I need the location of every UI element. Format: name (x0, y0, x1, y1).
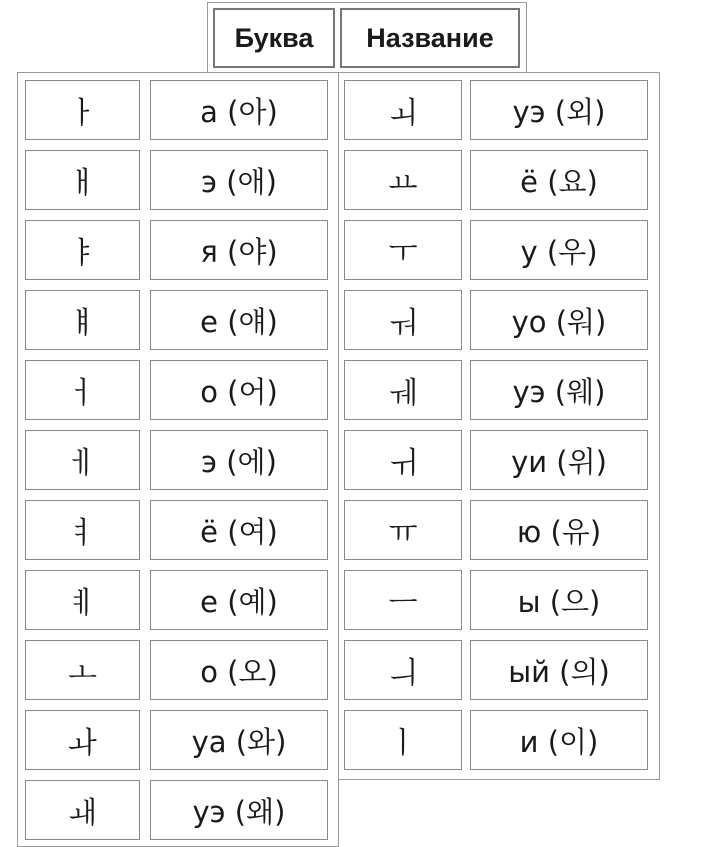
vowel-letter-cell: ㅖ (25, 570, 140, 630)
vowel-letter-cell: ㅚ (344, 80, 462, 140)
vowel-name-cell: и (이) (470, 710, 648, 770)
vowel-name-cell: уо (워) (470, 290, 648, 350)
vowel-name-cell: а (아) (150, 80, 328, 140)
vowel-letter-cell: ㅡ (344, 570, 462, 630)
vowel-name-cell: ый (의) (470, 640, 648, 700)
vowel-letter-cell: ㅑ (25, 220, 140, 280)
vowel-name-cell: ы (으) (470, 570, 648, 630)
header-letter: Буква (213, 8, 335, 68)
vowel-name-cell: я (야) (150, 220, 328, 280)
vowel-letter-cell: ㅔ (25, 430, 140, 490)
vowel-name-cell: ё (여) (150, 500, 328, 560)
vowel-name-cell: уэ (웨) (470, 360, 648, 420)
vowel-letter-cell: ㅝ (344, 290, 462, 350)
vowel-name-cell: э (에) (150, 430, 328, 490)
vowel-name-cell: ю (유) (470, 500, 648, 560)
vowel-letter-cell: ㅕ (25, 500, 140, 560)
vowel-name-cell: е (얘) (150, 290, 328, 350)
header-name: Название (340, 8, 520, 68)
vowel-name-cell: э (애) (150, 150, 328, 210)
vowel-letter-cell: ㅓ (25, 360, 140, 420)
vowel-letter-cell: ㅘ (25, 710, 140, 770)
vowel-name-cell: уи (위) (470, 430, 648, 490)
vowel-letter-cell: ㅛ (344, 150, 462, 210)
vowel-name-cell: о (오) (150, 640, 328, 700)
vowel-letter-cell: ㅢ (344, 640, 462, 700)
vowel-letter-cell: ㅙ (25, 780, 140, 840)
vowel-name-cell: о (어) (150, 360, 328, 420)
vowel-letter-cell: ㅠ (344, 500, 462, 560)
vowel-name-cell: уэ (외) (470, 80, 648, 140)
vowel-name-cell: ё (요) (470, 150, 648, 210)
vowel-letter-cell: ㅗ (25, 640, 140, 700)
vowel-letter-cell: ㅜ (344, 220, 462, 280)
vowel-name-cell: у (우) (470, 220, 648, 280)
vowel-name-cell: уэ (왜) (150, 780, 328, 840)
vowel-letter-cell: ㅟ (344, 430, 462, 490)
vowel-name-cell: уа (와) (150, 710, 328, 770)
vowel-name-cell: е (예) (150, 570, 328, 630)
vowel-letter-cell: ㅐ (25, 150, 140, 210)
vowel-letter-cell: ㅏ (25, 80, 140, 140)
vowel-letter-cell: ㅒ (25, 290, 140, 350)
vowel-letter-cell: ㅣ (344, 710, 462, 770)
vowel-letter-cell: ㅞ (344, 360, 462, 420)
